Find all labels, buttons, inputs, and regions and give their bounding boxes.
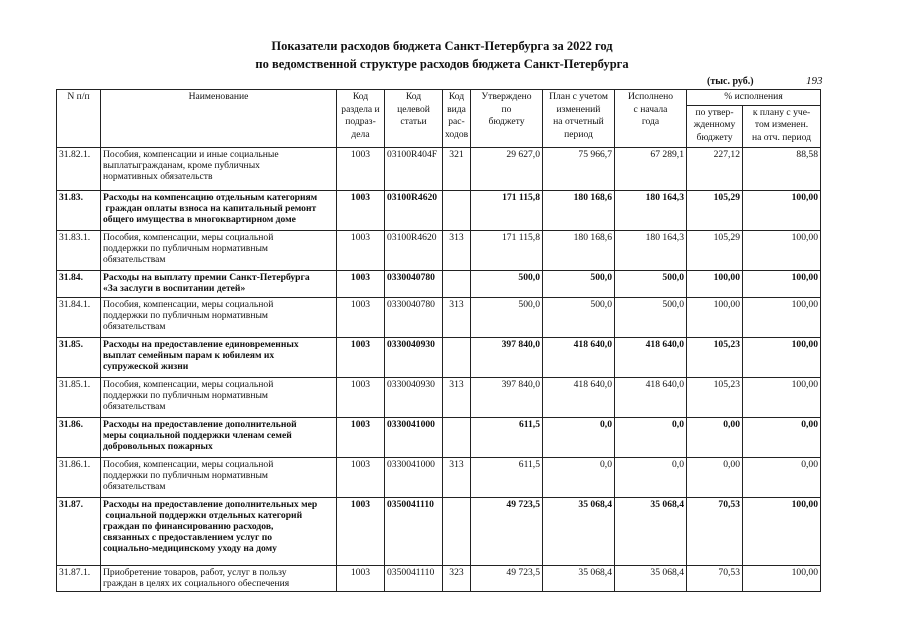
cell-num: 31.85.: [57, 337, 101, 377]
cell-pct-plan: 100,00: [743, 377, 821, 417]
name-line: выплатыгражданам, кроме публичных: [103, 159, 260, 171]
cell-pct-approved: 105,29: [687, 190, 743, 230]
cell-type: 313: [443, 297, 471, 337]
cell-name: [101, 377, 337, 417]
cell-section: 1003: [337, 417, 385, 457]
cell-section: 1003: [337, 297, 385, 337]
table-row: [57, 270, 821, 297]
header-line: Утверждено: [481, 91, 532, 102]
cell-num: 31.86.: [57, 417, 101, 457]
cell-name: [101, 147, 337, 190]
name-line: обязательствам: [103, 480, 166, 492]
cell-article: 0330040930: [385, 377, 443, 417]
units-label: (тыс. руб.): [707, 76, 754, 87]
cell-pct-approved: 100,00: [687, 297, 743, 337]
cell-plan: 0,0: [543, 417, 615, 457]
cell-section: 1003: [337, 457, 385, 497]
cell-section: 1003: [337, 337, 385, 377]
header-line: бюджету: [696, 131, 733, 143]
header-line: период: [564, 128, 593, 140]
name-line: добровольных пожарных: [103, 440, 213, 452]
cell-approved: 500,0: [471, 297, 543, 337]
header-line: по: [501, 103, 512, 115]
header-line: ходов: [445, 128, 469, 140]
cell-executed: 67 289,1: [615, 147, 687, 190]
cell-type: 313: [443, 230, 471, 270]
cell-article: 03100R404F: [385, 147, 443, 190]
cell-executed: 35 068,4: [615, 497, 687, 565]
cell-pct-plan: 88,58: [743, 147, 821, 190]
table-row: [57, 337, 821, 377]
cell-pct-plan: 0,00: [743, 457, 821, 497]
cell-plan: 75 966,7: [543, 147, 615, 190]
cell-executed: 180 164,3: [615, 230, 687, 270]
name-line: «За заслуги в воспитании детей»: [103, 282, 246, 294]
header-line: с начала: [633, 103, 668, 115]
cell-type: [443, 417, 471, 457]
cell-plan: 418 640,0: [543, 337, 615, 377]
header-line: по утвер-: [695, 106, 734, 118]
cell-pct-approved: 70,53: [687, 497, 743, 565]
name-line: Расходы на предоставление единовременных: [103, 338, 299, 350]
cell-type: 313: [443, 457, 471, 497]
cell-pct-approved: 0,00: [687, 457, 743, 497]
cell-plan: 0,0: [543, 457, 615, 497]
cell-name: [101, 457, 337, 497]
cell-pct-plan: 100,00: [743, 190, 821, 230]
cell-approved: 171 115,8: [471, 190, 543, 230]
table-row: [57, 417, 821, 457]
header-line: дела: [351, 128, 370, 140]
name-line: выплат семейным парам к юбилеям их: [103, 349, 275, 361]
name-line: меры социальной поддержки членам семей: [103, 429, 292, 441]
cell-num: 31.87.: [57, 497, 101, 565]
name-line: связанных с предоставлением услуг по: [103, 531, 273, 543]
cell-section: 1003: [337, 565, 385, 591]
name-line: Пособия, компенсации, меры социальной: [103, 231, 274, 243]
name-line: поддержки по публичным нормативным: [103, 242, 268, 254]
header-line: к плану с уче-: [752, 106, 811, 118]
document-title-line-2: по ведомственной структуре расходов бюджета Санкт-Петербурга: [255, 57, 629, 71]
header-line: Код: [448, 91, 465, 102]
cell-approved: 500,0: [471, 270, 543, 297]
header-plan: [543, 90, 615, 148]
name-line: Расходы на выплату премии Санкт-Петербурга: [103, 271, 310, 283]
header-line: Код: [405, 91, 422, 102]
name-line: Пособия, компенсации и иные социальные: [103, 148, 279, 160]
name-line: общего имущества в многоквартирном доме: [103, 213, 296, 225]
cell-article: 03100R4620: [385, 190, 443, 230]
header-name: Наименование: [101, 90, 337, 148]
cell-num: 31.87.1.: [57, 565, 101, 591]
cell-type: [443, 337, 471, 377]
header-line: Код: [352, 91, 369, 102]
name-line: Пособия, компенсации, меры социальной: [103, 458, 274, 470]
header-line: том изменен.: [754, 119, 809, 130]
table-row: [57, 190, 821, 230]
cell-section: 1003: [337, 230, 385, 270]
name-line: Расходы на компенсацию отдельным категориям: [103, 191, 318, 203]
cell-num: 31.85.1.: [57, 377, 101, 417]
cell-approved: 49 723,5: [471, 565, 543, 591]
name-line: обязательствам: [103, 400, 166, 412]
cell-pct-plan: 0,00: [743, 417, 821, 457]
document-title-line-1: Показатели расходов бюджета Санкт-Петербурга за 2022 год: [271, 39, 613, 53]
cell-name: [101, 297, 337, 337]
cell-num: 31.84.1.: [57, 297, 101, 337]
name-line: нормативных обязательств: [103, 170, 213, 182]
cell-approved: 611,5: [471, 457, 543, 497]
header-line: План с учетом: [549, 91, 608, 102]
cell-section: 1003: [337, 497, 385, 565]
cell-approved: 171 115,8: [471, 230, 543, 270]
header-executed: [615, 90, 687, 148]
cell-article: 0350041110: [385, 565, 443, 591]
name-line: супружеской жизни: [103, 360, 189, 372]
cell-approved: 29 627,0: [471, 147, 543, 190]
header-line: подраз-: [345, 116, 376, 127]
cell-executed: 0,0: [615, 457, 687, 497]
name-line: поддержки по публичным нормативным: [103, 469, 268, 481]
cell-article: 03100R4620: [385, 230, 443, 270]
header-pct-group: % исполнения: [687, 90, 821, 106]
name-line: социально-медицинскому уходу на дому: [103, 542, 277, 554]
cell-type: 313: [443, 377, 471, 417]
cell-section: 1003: [337, 190, 385, 230]
header-section: [337, 90, 385, 148]
cell-executed: 500,0: [615, 297, 687, 337]
header-line: жденному: [693, 119, 736, 130]
name-line: поддержки по публичным нормативным: [103, 309, 268, 321]
cell-pct-approved: 70,53: [687, 565, 743, 591]
header-line: раздела и: [341, 103, 380, 115]
cell-name: [101, 270, 337, 297]
name-line: Пособия, компенсации, меры социальной: [103, 298, 274, 310]
cell-executed: 35 068,4: [615, 565, 687, 591]
table-row: [57, 457, 821, 497]
cell-section: 1003: [337, 377, 385, 417]
header-line: целевой: [397, 103, 430, 115]
cell-num: 31.83.: [57, 190, 101, 230]
cell-pct-plan: 100,00: [743, 297, 821, 337]
table-row: [57, 297, 821, 337]
cell-pct-approved: 100,00: [687, 270, 743, 297]
cell-pct-approved: 227,12: [687, 147, 743, 190]
cell-pct-approved: 0,00: [687, 417, 743, 457]
cell-name: [101, 337, 337, 377]
cell-pct-approved: 105,23: [687, 337, 743, 377]
header-line: на отчетный: [553, 116, 604, 127]
cell-pct-plan: 100,00: [743, 337, 821, 377]
cell-article: 0350041110: [385, 497, 443, 565]
header-line: изменений: [556, 103, 601, 115]
name-line: Приобретение товаров, работ, услуг в пользу: [103, 566, 287, 578]
cell-type: 321: [443, 147, 471, 190]
header-line: статьи: [400, 116, 427, 127]
cell-approved: 397 840,0: [471, 377, 543, 417]
cell-plan: 180 168,6: [543, 190, 615, 230]
header-line: бюджету: [488, 116, 525, 127]
header-pct-plan: [743, 105, 821, 147]
cell-type: [443, 270, 471, 297]
cell-pct-plan: 100,00: [743, 565, 821, 591]
header-line: рас-: [448, 116, 465, 127]
table-row: [57, 377, 821, 417]
cell-pct-plan: 100,00: [743, 230, 821, 270]
cell-article: 0330040780: [385, 270, 443, 297]
cell-pct-approved: 105,29: [687, 230, 743, 270]
name-line: социальной поддержки отдельных категорий: [103, 509, 303, 521]
header-line: Исполнено: [627, 91, 674, 102]
name-line: Расходы на предоставление дополнительной: [103, 418, 297, 430]
table-row: [57, 230, 821, 270]
cell-type: [443, 190, 471, 230]
cell-plan: 500,0: [543, 270, 615, 297]
cell-approved: 397 840,0: [471, 337, 543, 377]
cell-name: [101, 565, 337, 591]
cell-name: [101, 497, 337, 565]
cell-article: 0330041000: [385, 417, 443, 457]
cell-pct-plan: 100,00: [743, 497, 821, 565]
cell-plan: 418 640,0: [543, 377, 615, 417]
header-line: года: [641, 116, 660, 127]
cell-plan: 180 168,6: [543, 230, 615, 270]
cell-executed: 418 640,0: [615, 377, 687, 417]
name-line: граждан в целях их социального обеспечения: [103, 577, 290, 589]
header-line: на отч. период: [752, 131, 812, 143]
name-line: обязательствам: [103, 253, 166, 265]
table-row: [57, 497, 821, 565]
header-num: N п/п: [57, 90, 101, 148]
name-line: граждан оплаты взноса на капитальный ремонт: [103, 202, 317, 214]
header-pct-approved: [687, 105, 743, 147]
name-line: обязательствам: [103, 320, 166, 332]
header-approved: [471, 90, 543, 148]
cell-article: 0330041000: [385, 457, 443, 497]
expenditure-table: [56, 89, 821, 592]
table-row: [57, 147, 821, 190]
cell-executed: 418 640,0: [615, 337, 687, 377]
cell-num: 31.86.1.: [57, 457, 101, 497]
name-line: Расходы на предоставление дополнительных мер: [103, 498, 318, 510]
cell-article: 0330040930: [385, 337, 443, 377]
cell-name: [101, 190, 337, 230]
name-line: поддержки по публичным нормативным: [103, 389, 268, 401]
cell-plan: 500,0: [543, 297, 615, 337]
table-row: [57, 565, 821, 591]
cell-name: [101, 417, 337, 457]
cell-plan: 35 068,4: [543, 497, 615, 565]
cell-executed: 500,0: [615, 270, 687, 297]
cell-pct-plan: 100,00: [743, 270, 821, 297]
name-line: Пособия, компенсации, меры социальной: [103, 378, 274, 390]
cell-name: [101, 230, 337, 270]
page-number: 193: [806, 75, 823, 87]
cell-plan: 35 068,4: [543, 565, 615, 591]
cell-approved: 611,5: [471, 417, 543, 457]
name-line: граждан по финансированию расходов,: [103, 520, 274, 532]
cell-approved: 49 723,5: [471, 497, 543, 565]
table-body: [57, 147, 821, 591]
cell-type: 323: [443, 565, 471, 591]
cell-num: 31.84.: [57, 270, 101, 297]
cell-type: [443, 497, 471, 565]
header-article: [385, 90, 443, 148]
cell-executed: 0,0: [615, 417, 687, 457]
cell-executed: 180 164,3: [615, 190, 687, 230]
cell-pct-approved: 105,23: [687, 377, 743, 417]
header-type: [443, 90, 471, 148]
cell-section: 1003: [337, 270, 385, 297]
header-line: вида: [447, 103, 466, 115]
cell-num: 31.83.1.: [57, 230, 101, 270]
cell-num: 31.82.1.: [57, 147, 101, 190]
cell-section: 1003: [337, 147, 385, 190]
cell-article: 0330040780: [385, 297, 443, 337]
